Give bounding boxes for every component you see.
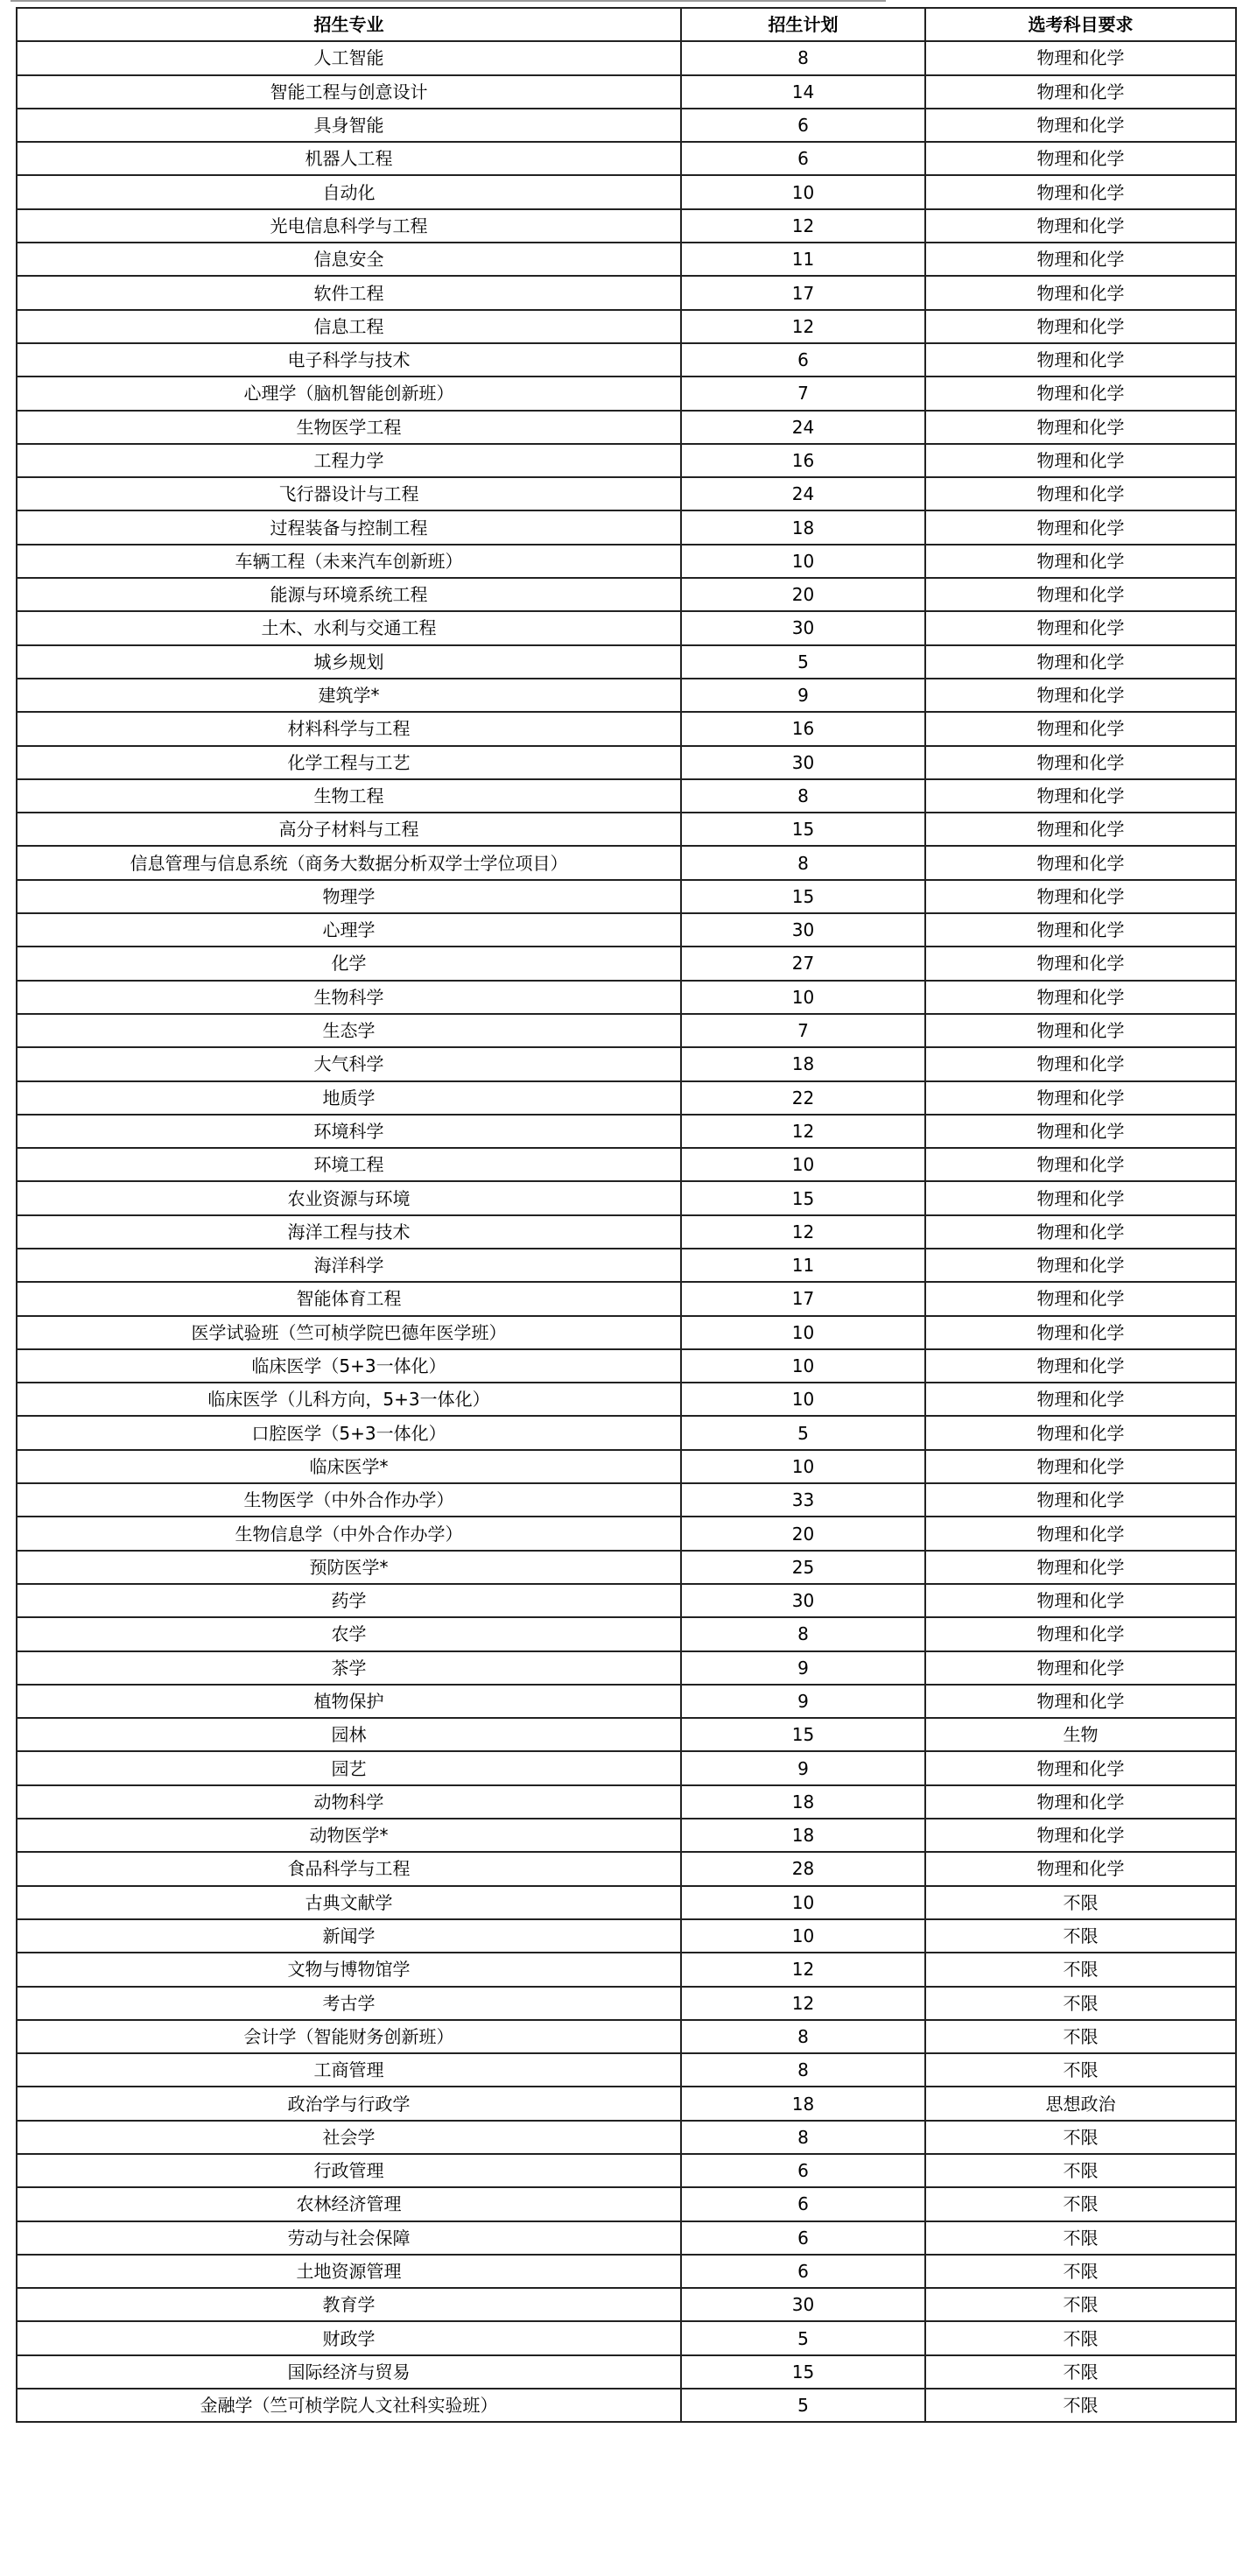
table-row: [17, 2288, 1236, 2321]
plan-cell: 11: [681, 243, 925, 276]
major-cell: 信息安全: [17, 243, 681, 276]
table-row: [17, 2087, 1236, 2120]
table-row: [17, 1785, 1236, 1819]
table-row: [17, 981, 1236, 1014]
major-cell: 生物信息学（中外合作办学）: [17, 1517, 681, 1550]
table-row: [17, 2154, 1236, 2187]
plan-cell: 30: [681, 913, 925, 947]
major-cell: 过程装备与控制工程: [17, 510, 681, 544]
plan-cell: 30: [681, 611, 925, 644]
requirement-cell: 物理和化学: [925, 1349, 1236, 1383]
plan-cell: 12: [681, 1215, 925, 1249]
table-row: [17, 276, 1236, 309]
requirement-cell: 物理和化学: [925, 880, 1236, 913]
table-row: [17, 1416, 1236, 1449]
major-cell: 医学试验班（竺可桢学院巴德年医学班）: [17, 1316, 681, 1349]
requirement-cell: 物理和化学: [925, 913, 1236, 947]
requirement-cell: 物理和化学: [925, 75, 1236, 109]
requirement-cell: 物理和化学: [925, 243, 1236, 276]
requirement-cell: 不限: [925, 2355, 1236, 2389]
requirement-cell: 物理和化学: [925, 611, 1236, 644]
plan-cell: 15: [681, 813, 925, 846]
requirement-cell: 物理和化学: [925, 276, 1236, 309]
major-cell: 生物科学: [17, 981, 681, 1014]
major-cell: 飞行器设计与工程: [17, 477, 681, 510]
requirement-cell: 不限: [925, 2255, 1236, 2288]
plan-cell: 25: [681, 1551, 925, 1584]
table-row: [17, 947, 1236, 980]
requirement-cell: 物理和化学: [925, 1483, 1236, 1517]
table-row: [17, 2355, 1236, 2389]
major-cell: 生物医学（中外合作办学）: [17, 1483, 681, 1517]
plan-cell: 28: [681, 1852, 925, 1885]
table-row: [17, 1047, 1236, 1080]
table-row: [17, 510, 1236, 544]
table-row: [17, 1249, 1236, 1282]
major-cell: 动物科学: [17, 1785, 681, 1819]
header-requirement: 选考科目要求: [925, 8, 1236, 41]
major-cell: 园艺: [17, 1751, 681, 1784]
table-row: [17, 578, 1236, 611]
major-cell: 农业资源与环境: [17, 1181, 681, 1214]
major-cell: 农学: [17, 1617, 681, 1650]
table-row: [17, 846, 1236, 879]
plan-cell: 5: [681, 645, 925, 679]
requirement-cell: 生物: [925, 1718, 1236, 1751]
plan-cell: 8: [681, 846, 925, 879]
requirement-cell: 物理和化学: [925, 1249, 1236, 1282]
requirement-cell: 物理和化学: [925, 1316, 1236, 1349]
plan-cell: 30: [681, 746, 925, 779]
plan-cell: 10: [681, 1383, 925, 1416]
major-cell: 电子科学与技术: [17, 343, 681, 377]
header-plan: 招生计划: [681, 8, 925, 41]
plan-cell: 16: [681, 444, 925, 477]
requirement-cell: 物理和化学: [925, 1081, 1236, 1115]
plan-cell: 12: [681, 1953, 925, 1986]
requirement-cell: 不限: [925, 2321, 1236, 2354]
requirement-cell: 不限: [925, 2020, 1236, 2053]
table-row: [17, 2020, 1236, 2053]
plan-cell: 10: [681, 175, 925, 208]
major-cell: 软件工程: [17, 276, 681, 309]
major-cell: 教育学: [17, 2288, 681, 2321]
major-cell: 动物医学*: [17, 1819, 681, 1852]
table-row: [17, 2187, 1236, 2221]
requirement-cell: 物理和化学: [925, 1282, 1236, 1315]
major-cell: 农林经济管理: [17, 2187, 681, 2221]
plan-cell: 18: [681, 1047, 925, 1080]
requirement-cell: 物理和化学: [925, 109, 1236, 142]
requirement-cell: 不限: [925, 1987, 1236, 2020]
plan-cell: 10: [681, 1349, 925, 1383]
major-cell: 城乡规划: [17, 645, 681, 679]
plan-cell: 30: [681, 1584, 925, 1617]
requirement-cell: 物理和化学: [925, 1751, 1236, 1784]
major-cell: 信息管理与信息系统（商务大数据分析双学士学位项目）: [17, 846, 681, 879]
table-row: [17, 779, 1236, 813]
major-cell: 生态学: [17, 1014, 681, 1047]
plan-cell: 22: [681, 1081, 925, 1115]
table-row: [17, 2121, 1236, 2154]
requirement-cell: 不限: [925, 2053, 1236, 2087]
major-cell: 会计学（智能财务创新班）: [17, 2020, 681, 2053]
table-row: [17, 1987, 1236, 2020]
major-cell: 社会学: [17, 2121, 681, 2154]
major-cell: 园林: [17, 1718, 681, 1751]
plan-cell: 8: [681, 2053, 925, 2087]
plan-cell: 5: [681, 2321, 925, 2354]
major-cell: 化学: [17, 947, 681, 980]
table-row: [17, 1551, 1236, 1584]
table-row: [17, 75, 1236, 109]
table-row: [17, 477, 1236, 510]
major-cell: 土木、水利与交通工程: [17, 611, 681, 644]
major-cell: 地质学: [17, 1081, 681, 1115]
plan-cell: 8: [681, 2121, 925, 2154]
table-row: [17, 109, 1236, 142]
table-row: [17, 1919, 1236, 1953]
requirement-cell: 物理和化学: [925, 1014, 1236, 1047]
plan-cell: 10: [681, 1450, 925, 1483]
table-row: [17, 880, 1236, 913]
requirement-cell: 物理和化学: [925, 1181, 1236, 1214]
plan-cell: 15: [681, 1718, 925, 1751]
plan-cell: 20: [681, 1517, 925, 1550]
plan-cell: 11: [681, 1249, 925, 1282]
table-row: [17, 343, 1236, 377]
requirement-cell: 不限: [925, 1886, 1236, 1919]
requirement-cell: 不限: [925, 2221, 1236, 2255]
major-cell: 口腔医学（5+3一体化）: [17, 1416, 681, 1449]
table-row: [17, 310, 1236, 343]
cropped-text-line: [0, 0, 1250, 4]
major-cell: 环境科学: [17, 1115, 681, 1148]
table-row: [17, 1349, 1236, 1383]
table-row: [17, 1215, 1236, 1249]
plan-cell: 8: [681, 1617, 925, 1650]
requirement-cell: 思想政治: [925, 2087, 1236, 2120]
major-cell: 物理学: [17, 880, 681, 913]
requirement-cell: 物理和化学: [925, 545, 1236, 578]
plan-cell: 18: [681, 2087, 925, 2120]
major-cell: 生物医学工程: [17, 411, 681, 444]
requirement-cell: 物理和化学: [925, 175, 1236, 208]
requirement-cell: 物理和化学: [925, 411, 1236, 444]
plan-cell: 24: [681, 477, 925, 510]
requirement-cell: 物理和化学: [925, 343, 1236, 377]
plan-cell: 17: [681, 276, 925, 309]
major-cell: 智能体育工程: [17, 1282, 681, 1315]
plan-cell: 7: [681, 1014, 925, 1047]
major-cell: 新闻学: [17, 1919, 681, 1953]
plan-cell: 6: [681, 343, 925, 377]
plan-cell: 10: [681, 1316, 925, 1349]
plan-cell: 30: [681, 2288, 925, 2321]
plan-cell: 6: [681, 2255, 925, 2288]
requirement-cell: 物理和化学: [925, 1852, 1236, 1885]
major-cell: 生物工程: [17, 779, 681, 813]
table-row: [17, 679, 1236, 712]
table-row: [17, 1718, 1236, 1751]
major-cell: 食品科学与工程: [17, 1852, 681, 1885]
requirement-cell: 物理和化学: [925, 1819, 1236, 1852]
major-cell: 行政管理: [17, 2154, 681, 2187]
table-row: [17, 2221, 1236, 2255]
plan-cell: 17: [681, 1282, 925, 1315]
table-row: [17, 377, 1236, 410]
major-cell: 化学工程与工艺: [17, 746, 681, 779]
major-cell: 信息工程: [17, 310, 681, 343]
plan-cell: 27: [681, 947, 925, 980]
plan-cell: 5: [681, 2389, 925, 2422]
major-cell: 大气科学: [17, 1047, 681, 1080]
major-cell: 财政学: [17, 2321, 681, 2354]
table-row: [17, 1517, 1236, 1550]
table-row: [17, 813, 1236, 846]
requirement-cell: 物理和化学: [925, 645, 1236, 679]
requirement-cell: 物理和化学: [925, 746, 1236, 779]
table-header: [17, 8, 1236, 41]
major-cell: 智能工程与创意设计: [17, 75, 681, 109]
plan-cell: 33: [681, 1483, 925, 1517]
major-cell: 高分子材料与工程: [17, 813, 681, 846]
plan-cell: 12: [681, 1987, 925, 2020]
requirement-cell: 物理和化学: [925, 981, 1236, 1014]
plan-cell: 8: [681, 2020, 925, 2053]
plan-cell: 20: [681, 578, 925, 611]
table-row: [17, 2255, 1236, 2288]
table-row: [17, 1148, 1236, 1181]
requirement-cell: 物理和化学: [925, 1785, 1236, 1819]
requirement-cell: 物理和化学: [925, 1215, 1236, 1249]
requirement-cell: 物理和化学: [925, 1148, 1236, 1181]
plan-cell: 10: [681, 1886, 925, 1919]
header-major: 招生专业: [17, 8, 681, 41]
requirement-cell: 物理和化学: [925, 1383, 1236, 1416]
major-cell: 环境工程: [17, 1148, 681, 1181]
requirement-cell: 物理和化学: [925, 813, 1236, 846]
requirement-cell: 物理和化学: [925, 310, 1236, 343]
major-cell: 政治学与行政学: [17, 2087, 681, 2120]
major-cell: 茶学: [17, 1651, 681, 1685]
plan-cell: 18: [681, 1819, 925, 1852]
requirement-cell: 物理和化学: [925, 846, 1236, 879]
header-row: [17, 8, 1236, 41]
major-cell: 心理学: [17, 913, 681, 947]
plan-cell: 8: [681, 779, 925, 813]
plan-cell: 9: [681, 1751, 925, 1784]
table-row: [17, 1450, 1236, 1483]
major-cell: 预防医学*: [17, 1551, 681, 1584]
major-cell: 机器人工程: [17, 142, 681, 175]
major-cell: 自动化: [17, 175, 681, 208]
plan-cell: 12: [681, 1115, 925, 1148]
requirement-cell: 物理和化学: [925, 142, 1236, 175]
plan-cell: 14: [681, 75, 925, 109]
plan-cell: 16: [681, 712, 925, 745]
major-cell: 材料科学与工程: [17, 712, 681, 745]
requirement-cell: 物理和化学: [925, 1517, 1236, 1550]
table-row: [17, 243, 1236, 276]
table-row: [17, 1181, 1236, 1214]
requirement-cell: 物理和化学: [925, 1551, 1236, 1584]
table-row: [17, 444, 1236, 477]
requirement-cell: 物理和化学: [925, 779, 1236, 813]
requirement-cell: 物理和化学: [925, 377, 1236, 410]
plan-cell: 5: [681, 1416, 925, 1449]
requirement-cell: 不限: [925, 1919, 1236, 1953]
requirement-cell: 物理和化学: [925, 1416, 1236, 1449]
requirement-cell: 物理和化学: [925, 1115, 1236, 1148]
table-row: [17, 209, 1236, 243]
requirement-cell: 物理和化学: [925, 578, 1236, 611]
requirement-cell: 不限: [925, 1953, 1236, 1986]
table-row: [17, 645, 1236, 679]
plan-cell: 18: [681, 510, 925, 544]
requirement-cell: 物理和化学: [925, 1617, 1236, 1650]
major-cell: 海洋工程与技术: [17, 1215, 681, 1249]
major-cell: 临床医学*: [17, 1450, 681, 1483]
plan-cell: 12: [681, 310, 925, 343]
table-row: [17, 1115, 1236, 1148]
table-row: [17, 712, 1236, 745]
table-row: [17, 1282, 1236, 1315]
table-row: [17, 545, 1236, 578]
plan-cell: 15: [681, 880, 925, 913]
requirement-cell: 物理和化学: [925, 41, 1236, 74]
requirement-cell: 物理和化学: [925, 1685, 1236, 1718]
plan-cell: 10: [681, 981, 925, 1014]
requirement-cell: 不限: [925, 2121, 1236, 2154]
major-cell: 药学: [17, 1584, 681, 1617]
major-cell: 具身智能: [17, 109, 681, 142]
table-row: [17, 611, 1236, 644]
major-cell: 工商管理: [17, 2053, 681, 2087]
requirement-cell: 不限: [925, 2187, 1236, 2221]
requirement-cell: 物理和化学: [925, 510, 1236, 544]
table-row: [17, 411, 1236, 444]
plan-cell: 9: [681, 1651, 925, 1685]
table-row: [17, 175, 1236, 208]
table-row: [17, 1651, 1236, 1685]
major-cell: 人工智能: [17, 41, 681, 74]
plan-cell: 8: [681, 41, 925, 74]
plan-cell: 10: [681, 1148, 925, 1181]
requirement-cell: 物理和化学: [925, 1047, 1236, 1080]
major-cell: 考古学: [17, 1987, 681, 2020]
table-row: [17, 41, 1236, 74]
requirement-cell: 物理和化学: [925, 1450, 1236, 1483]
major-cell: 工程力学: [17, 444, 681, 477]
table-row: [17, 2053, 1236, 2087]
major-cell: 能源与环境系统工程: [17, 578, 681, 611]
major-cell: 临床医学（5+3一体化）: [17, 1349, 681, 1383]
table-row: [17, 1852, 1236, 1885]
table-row: [17, 1383, 1236, 1416]
major-cell: 海洋科学: [17, 1249, 681, 1282]
requirement-cell: 不限: [925, 2288, 1236, 2321]
plan-cell: 6: [681, 142, 925, 175]
table-row: [17, 1014, 1236, 1047]
table-row: [17, 1685, 1236, 1718]
plan-cell: 15: [681, 2355, 925, 2389]
requirement-cell: 物理和化学: [925, 444, 1236, 477]
requirement-cell: 物理和化学: [925, 1584, 1236, 1617]
major-cell: 古典文献学: [17, 1886, 681, 1919]
table-row: [17, 1316, 1236, 1349]
plan-cell: 6: [681, 109, 925, 142]
requirement-cell: 物理和化学: [925, 1651, 1236, 1685]
major-cell: 土地资源管理: [17, 2255, 681, 2288]
table-row: [17, 913, 1236, 947]
plan-cell: 6: [681, 2154, 925, 2187]
major-cell: 劳动与社会保障: [17, 2221, 681, 2255]
table-row: [17, 142, 1236, 175]
requirement-cell: 不限: [925, 2154, 1236, 2187]
table-row: [17, 1483, 1236, 1517]
plan-cell: 6: [681, 2221, 925, 2255]
plan-cell: 9: [681, 1685, 925, 1718]
plan-cell: 7: [681, 377, 925, 410]
plan-cell: 10: [681, 545, 925, 578]
plan-cell: 12: [681, 209, 925, 243]
major-cell: 车辆工程（未来汽车创新班）: [17, 545, 681, 578]
table-row: [17, 1584, 1236, 1617]
major-cell: 国际经济与贸易: [17, 2355, 681, 2389]
requirement-cell: 物理和化学: [925, 477, 1236, 510]
plan-cell: 6: [681, 2187, 925, 2221]
requirement-cell: 物理和化学: [925, 679, 1236, 712]
requirement-cell: 物理和化学: [925, 712, 1236, 745]
major-cell: 植物保护: [17, 1685, 681, 1718]
major-cell: 临床医学（儿科方向，5+3一体化）: [17, 1383, 681, 1416]
table-row: [17, 2321, 1236, 2354]
table-row: [17, 1081, 1236, 1115]
major-cell: 金融学（竺可桢学院人文社科实验班）: [17, 2389, 681, 2422]
table-body: [17, 41, 1236, 2422]
table-row: [17, 1819, 1236, 1852]
plan-cell: 10: [681, 1919, 925, 1953]
major-cell: 心理学（脑机智能创新班）: [17, 377, 681, 410]
cropped-text-fragment: [11, 0, 886, 2]
plan-cell: 15: [681, 1181, 925, 1214]
table-row: [17, 1886, 1236, 1919]
admissions-plan-table: [16, 7, 1237, 2423]
major-cell: 光电信息科学与工程: [17, 209, 681, 243]
plan-cell: 18: [681, 1785, 925, 1819]
requirement-cell: 物理和化学: [925, 947, 1236, 980]
table-row: [17, 746, 1236, 779]
plan-cell: 9: [681, 679, 925, 712]
major-cell: 建筑学*: [17, 679, 681, 712]
requirement-cell: 不限: [925, 2389, 1236, 2422]
table-row: [17, 1617, 1236, 1650]
major-cell: 文物与博物馆学: [17, 1953, 681, 1986]
requirement-cell: 物理和化学: [925, 209, 1236, 243]
table-row: [17, 1953, 1236, 1986]
plan-cell: 24: [681, 411, 925, 444]
table-row: [17, 1751, 1236, 1784]
table-row: [17, 2389, 1236, 2422]
